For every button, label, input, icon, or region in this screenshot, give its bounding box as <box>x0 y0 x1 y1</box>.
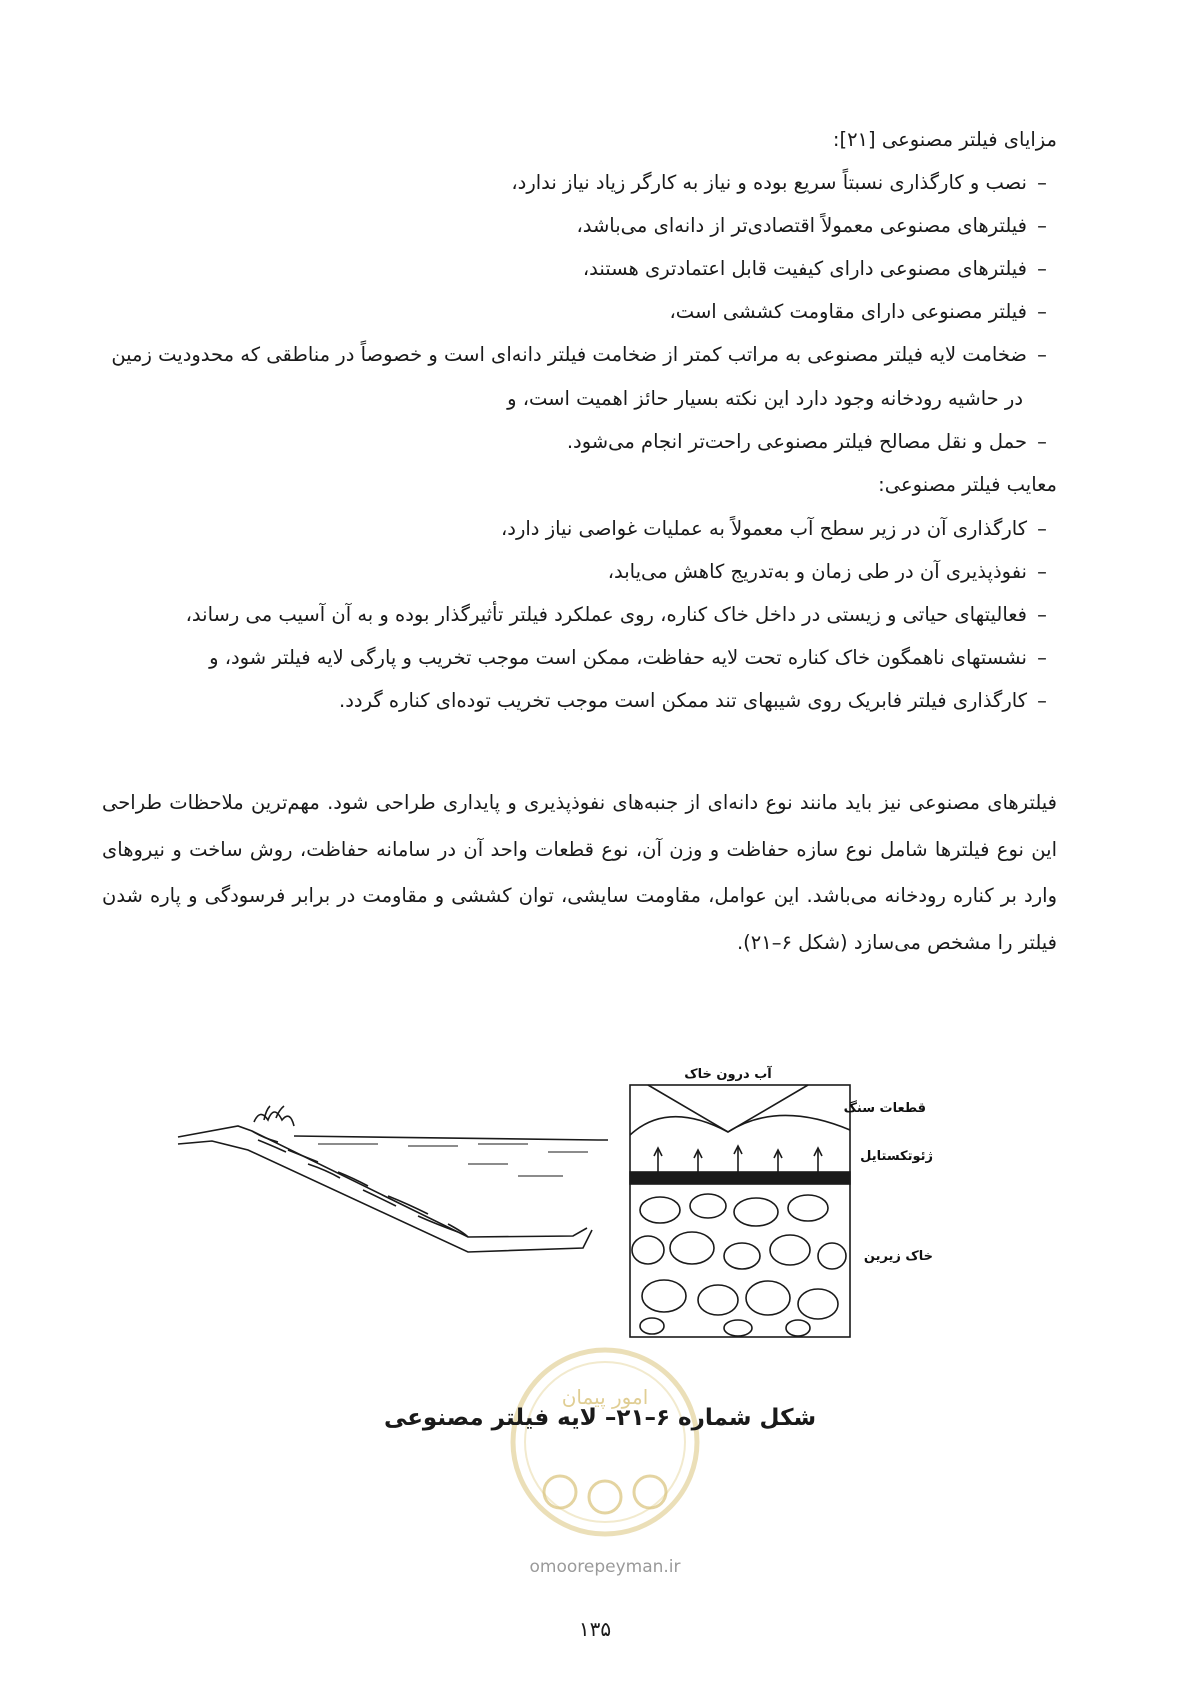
advantage-item: –نصب و کارگذاری نسبتاً سریع بوده و نیاز به کارگر زیاد نیاز ندارد، <box>511 171 1047 194</box>
advantage-item-continuation: در حاشیه رودخانه وجود دارد این نکته بسیار حائز اهمیت است، و <box>507 387 1023 410</box>
disadvantage-item: –کارگذاری فیلتر فابریک روی شیبهای تند ممکن است موجب تخریب توده‌ای کناره گردد. <box>339 689 1047 712</box>
page-number: ۱۳۵ <box>578 1617 612 1641</box>
watermark-emblem-icon <box>505 1342 705 1542</box>
watermark-brand: امور پیمان <box>561 1385 649 1409</box>
figure-label-subsoil: خاک زیرین <box>863 1249 933 1264</box>
advantage-item: –ضخامت لایه فیلتر مصنوعی به مراتب کمتر از ضخامت فیلتر دانه‌ای است و خصوصاً در مناطقی که محدودیت زمین <box>111 343 1047 366</box>
disadvantage-item: –نشستهای ناهمگون خاک کناره تحت لایه حفاظت، ممکن است موجب تخریب و پارگی لایه فیلتر شود، و <box>209 646 1047 669</box>
disadvantage-item: –فعالیتهای حیاتی و زیستی در داخل خاک کناره، روی عملکرد فیلتر تأثیرگذار بوده و به آن آسیب می رساند، <box>185 603 1047 626</box>
filter-layer-drawing <box>630 1085 850 1337</box>
figure-label-geotextile: ژئوتکستایل <box>860 1149 933 1164</box>
disadvantages-heading: معایب فیلتر مصنوعی: <box>878 473 1057 496</box>
riverbank-section-drawing <box>178 1106 608 1252</box>
advantage-item: –فیلترهای مصنوعی دارای کیفیت قابل اعتمادتری هستند، <box>582 257 1047 280</box>
watermark-site: omoorepeyman.ir <box>529 1557 681 1577</box>
body-paragraph: فیلترهای مصنوعی نیز باید مانند نوع دانه‌ای از جنبه‌های نفوذپذیری و پایداری طراحی شود. مهم‌ترین ملاحظات طراحی این نوع فیلترها شامل نوع سازه حفاظت و وزن آن، نوع قطعات واحد آن در سامانه حفاظت، روش ساخت و نیروهای وارد بر کناره رودخانه می‌باشد. این عوامل، مقاومت سایشی، توان کششی و مقاومت در برابر فرسودگی و پاره شدن فیلتر را مشخص می‌سازد (شکل ۶–۲۱). <box>102 791 1057 954</box>
figure-label-top: آب درون خاک <box>684 1067 772 1082</box>
figure-caption: شکل شماره ۶–۲۱– لایه فیلتر مصنوعی <box>383 1405 817 1431</box>
figure-artificial-filter <box>168 1060 1028 1350</box>
advantage-item: –فیلتر مصنوعی دارای مقاومت کششی است، <box>669 300 1047 323</box>
disadvantage-item: –کارگذاری آن در زیر سطح آب معمولاً به عملیات غواصی نیاز دارد، <box>501 517 1047 540</box>
disadvantage-item: –نفوذپذیری آن در طی زمان و به‌تدریج کاهش می‌یابد، <box>607 560 1047 583</box>
advantage-item: –فیلترهای مصنوعی معمولاً اقتصادی‌تر از دانه‌ای می‌باشد، <box>576 214 1047 237</box>
figure-label-stones: قطعات سنگ <box>843 1101 926 1116</box>
advantage-item: –حمل و نقل مصالح فیلتر مصنوعی راحت‌تر انجام می‌شود. <box>566 430 1047 453</box>
advantages-heading: مزایای فیلتر مصنوعی [۲۱]: <box>832 128 1057 151</box>
